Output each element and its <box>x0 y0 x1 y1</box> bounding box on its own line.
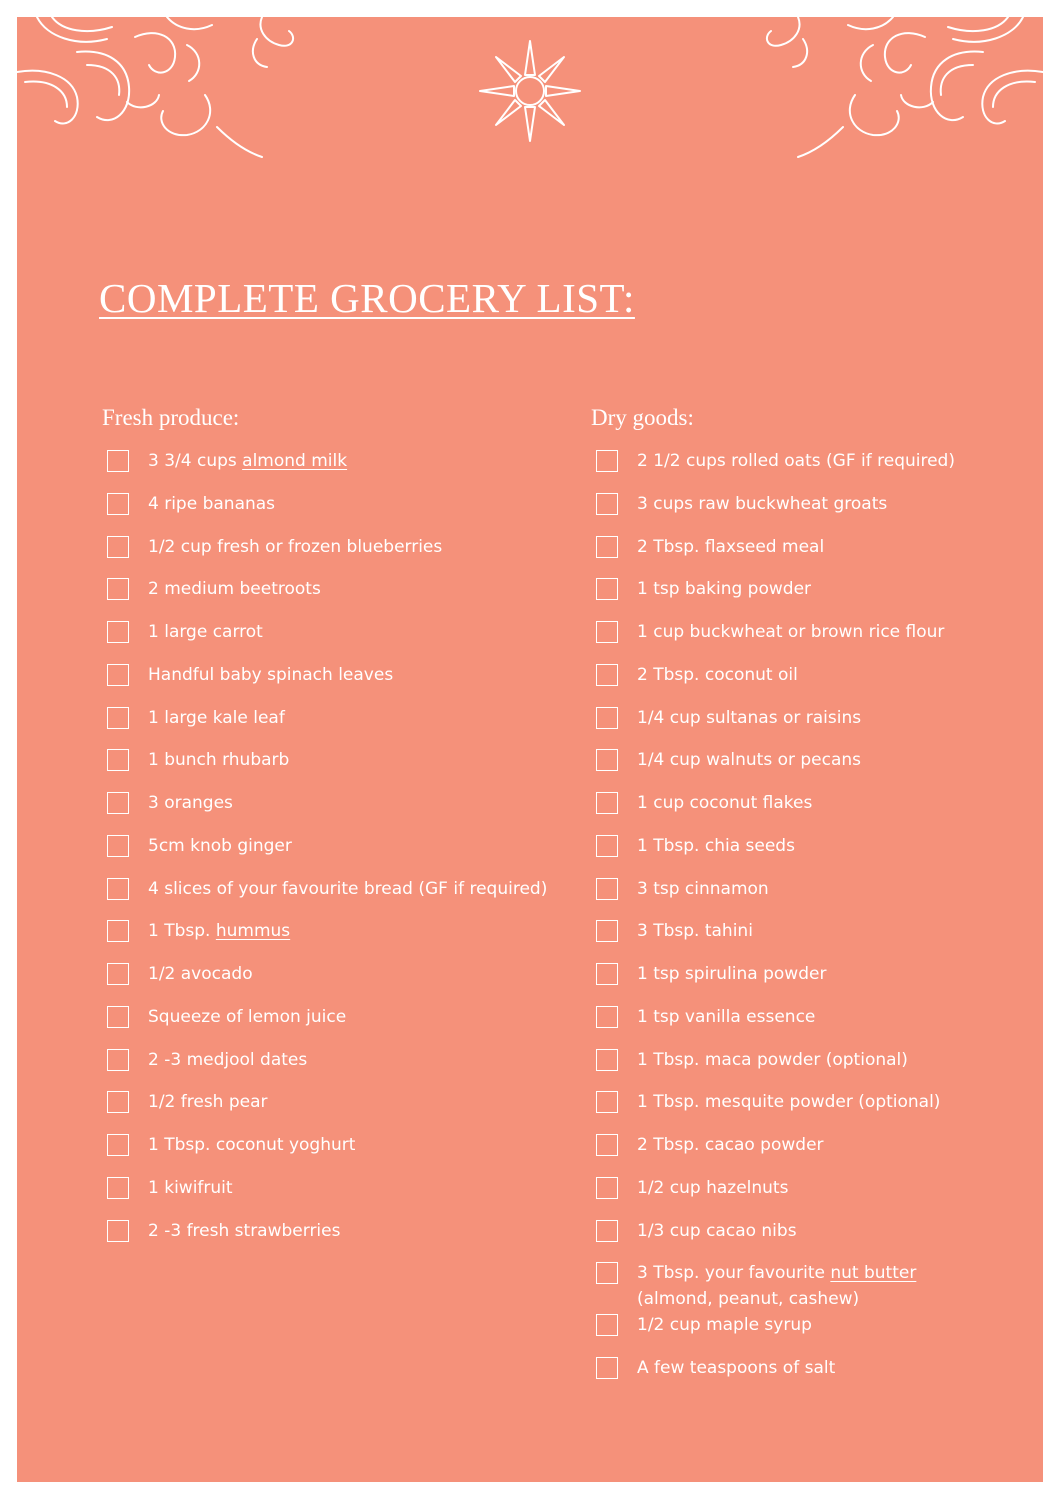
item-label <box>637 747 1031 773</box>
checkbox[interactable] <box>107 835 129 857</box>
list-item <box>591 1047 1031 1090</box>
item-text: 1 cup coconut flakes <box>637 793 813 813</box>
item-label <box>148 576 572 602</box>
list-item <box>102 790 572 833</box>
item-text: 1 large carrot <box>148 622 263 642</box>
item-text: 1/2 cup fresh or frozen blueberries <box>148 536 443 557</box>
list-item <box>102 833 572 876</box>
checkbox[interactable] <box>107 536 129 558</box>
checkbox[interactable] <box>107 578 129 600</box>
fresh-produce-heading: Fresh produce: <box>102 405 240 430</box>
checkbox[interactable] <box>107 792 129 814</box>
checkbox[interactable] <box>107 1134 129 1156</box>
item-label <box>637 1089 1031 1115</box>
item-text: A few teaspoons of salt <box>637 1358 836 1378</box>
item-text: 1 bunch rhubarb <box>148 750 290 771</box>
item-label <box>148 790 572 816</box>
item-label <box>637 534 1031 560</box>
checkbox[interactable] <box>596 878 618 900</box>
checkbox[interactable] <box>596 1220 618 1242</box>
dry-goods-heading: Dry goods: <box>591 405 694 430</box>
list-item <box>591 790 1031 833</box>
item-text: 1/4 cup sultanas or raisins <box>637 707 862 728</box>
checkbox[interactable] <box>596 749 618 771</box>
list-item <box>102 1004 572 1047</box>
checkbox[interactable] <box>596 1049 618 1071</box>
item-text: 1 kiwifruit <box>148 1177 233 1198</box>
list-item <box>102 1218 572 1261</box>
item-text: Handful baby spinach leaves <box>148 664 394 685</box>
list-item <box>591 1132 1031 1175</box>
item-text: 1/4 cup walnuts or pecans <box>637 750 862 771</box>
item-text: 1/3 cup cacao nibs <box>637 1220 797 1241</box>
item-label <box>148 662 572 688</box>
item-text: 1/2 cup maple syrup <box>637 1315 812 1336</box>
list-item <box>102 1047 572 1090</box>
item-text: 4 slices of your favourite bread (GF if required) <box>148 878 548 899</box>
item-text: 1 Tbsp. chia seeds <box>637 835 795 856</box>
item-label <box>148 1004 572 1030</box>
item-text: 1 Tbsp. <box>148 921 216 942</box>
fresh-produce-list <box>102 448 572 1260</box>
item-text: 3 Tbsp. your favourite <box>637 1263 831 1284</box>
checkbox[interactable] <box>596 1134 618 1156</box>
checkbox[interactable] <box>107 1091 129 1113</box>
checkbox[interactable] <box>107 878 129 900</box>
checkbox[interactable] <box>107 749 129 771</box>
item-text-continued: (almond, peanut, cashew) <box>637 1289 860 1310</box>
item-label <box>637 918 1031 944</box>
item-text: 1 tsp vanilla essence <box>637 1006 816 1027</box>
item-label <box>637 619 1031 645</box>
item-label <box>148 876 572 902</box>
item-label <box>148 918 572 944</box>
checkbox[interactable] <box>596 1314 618 1336</box>
list-item <box>591 491 1031 534</box>
sun-icon <box>478 39 582 143</box>
checkbox[interactable] <box>596 536 618 558</box>
item-text: 2 Tbsp. flaxseed meal <box>637 536 825 557</box>
item-text: 1/2 fresh pear <box>148 1092 268 1113</box>
checkbox[interactable] <box>107 963 129 985</box>
item-link[interactable]: hummus <box>215 921 291 942</box>
list-item <box>591 833 1031 876</box>
item-text: Squeeze of lemon juice <box>148 1006 347 1027</box>
item-label <box>148 619 572 645</box>
item-label <box>148 534 572 560</box>
item-label <box>637 1047 1031 1073</box>
item-text: 1 large kale leaf <box>148 707 285 728</box>
list-item <box>591 1312 1031 1355</box>
checkbox[interactable] <box>596 792 618 814</box>
item-text: 1/2 avocado <box>148 964 253 984</box>
item-label <box>637 790 1031 816</box>
checkbox[interactable] <box>596 621 618 643</box>
item-text: 3 Tbsp. tahini <box>637 921 753 942</box>
fresh-produce-section <box>102 402 572 1260</box>
checkbox[interactable] <box>107 1049 129 1071</box>
checkbox[interactable] <box>596 1006 618 1028</box>
item-label <box>637 1218 1031 1244</box>
list-item <box>591 534 1031 577</box>
flourish-left-ornament <box>17 17 317 167</box>
item-label <box>637 833 1031 859</box>
item-label <box>148 747 572 773</box>
list-item <box>591 747 1031 790</box>
item-label <box>637 491 1031 517</box>
item-label <box>148 1218 572 1244</box>
checkbox[interactable] <box>596 963 618 985</box>
list-item <box>102 491 572 534</box>
list-item <box>591 448 1031 491</box>
list-item <box>591 961 1031 1004</box>
checkbox[interactable] <box>596 493 618 515</box>
item-label <box>637 1175 1031 1201</box>
dry-goods-section <box>591 402 1031 1398</box>
item-label <box>637 1355 1031 1381</box>
item-label <box>148 1089 572 1115</box>
item-label <box>148 448 572 474</box>
item-label <box>637 1260 1031 1312</box>
item-text: 1 cup buckwheat or brown rice flour <box>637 622 945 642</box>
checkbox[interactable] <box>107 920 129 942</box>
item-label <box>637 876 1031 902</box>
item-link[interactable]: almond milk <box>242 451 348 471</box>
checkbox[interactable] <box>596 1262 618 1284</box>
item-text: 3 tsp cinnamon <box>637 878 769 899</box>
item-text: 3 3/4 cups <box>148 451 243 471</box>
list-item <box>102 961 572 1004</box>
list-item <box>591 1175 1031 1218</box>
item-text: 4 ripe bananas <box>148 493 276 514</box>
item-label <box>148 1132 572 1158</box>
item-text: 2 1/2 cups rolled oats (GF if required) <box>637 451 955 471</box>
item-text: 2 medium beetroots <box>148 579 321 600</box>
list-item <box>102 1089 572 1132</box>
list-item <box>591 662 1031 705</box>
list-item <box>102 662 572 705</box>
item-text: 1 Tbsp. mesquite powder (optional) <box>637 1092 941 1113</box>
list-item <box>102 1132 572 1175</box>
list-item <box>102 876 572 919</box>
item-text: 2 Tbsp. cacao powder <box>637 1135 824 1155</box>
item-text: 1 tsp spirulina powder <box>637 964 827 984</box>
checkbox[interactable] <box>107 664 129 686</box>
checkbox[interactable] <box>596 578 618 600</box>
list-item <box>591 876 1031 919</box>
checkbox[interactable] <box>107 493 129 515</box>
checkbox[interactable] <box>596 1091 618 1113</box>
item-label <box>148 1047 572 1073</box>
item-text: 5cm knob ginger <box>148 835 292 856</box>
list-item <box>591 705 1031 748</box>
item-label <box>637 576 1031 602</box>
checkbox[interactable] <box>596 450 618 472</box>
grocery-list-page <box>17 17 1043 1482</box>
dry-goods-list <box>591 448 1031 1398</box>
item-label <box>637 448 1031 474</box>
item-label <box>148 961 572 987</box>
item-text: 3 cups raw buckwheat groats <box>637 493 888 514</box>
item-text: 1 tsp baking powder <box>637 579 812 600</box>
item-label <box>148 705 572 731</box>
item-label <box>148 833 572 859</box>
list-item <box>102 747 572 790</box>
list-item <box>591 1004 1031 1047</box>
item-text: 2 Tbsp. coconut oil <box>637 664 798 685</box>
flourish-right-ornament <box>743 17 1043 167</box>
checkbox[interactable] <box>107 1006 129 1028</box>
item-text: 1 Tbsp. maca powder (optional) <box>637 1049 908 1070</box>
list-item <box>591 576 1031 619</box>
item-label <box>637 1004 1031 1030</box>
checkbox[interactable] <box>596 664 618 686</box>
item-label <box>637 961 1031 987</box>
checkbox[interactable] <box>107 450 129 472</box>
list-item <box>102 705 572 748</box>
item-label <box>637 662 1031 688</box>
checkbox[interactable] <box>596 1177 618 1199</box>
item-label <box>148 491 572 517</box>
item-label <box>637 705 1031 731</box>
item-label <box>148 1175 572 1201</box>
checkbox[interactable] <box>107 707 129 729</box>
item-text: 2 -3 medjool dates <box>148 1049 308 1070</box>
checkbox[interactable] <box>107 1177 129 1199</box>
checkbox[interactable] <box>107 1220 129 1242</box>
checkbox[interactable] <box>596 707 618 729</box>
item-text: 3 oranges <box>148 793 233 813</box>
checkbox[interactable] <box>596 835 618 857</box>
item-label <box>637 1312 1031 1338</box>
list-item <box>102 576 572 619</box>
list-item <box>591 1089 1031 1132</box>
item-label <box>637 1132 1031 1158</box>
list-item <box>102 619 572 662</box>
list-item <box>102 918 572 961</box>
page-title: COMPLETE GROCERY LIST: <box>99 275 635 321</box>
item-text: 1/2 cup hazelnuts <box>637 1177 789 1198</box>
checkbox[interactable] <box>107 621 129 643</box>
list-item <box>591 918 1031 961</box>
item-text: 2 -3 fresh strawberries <box>148 1220 341 1241</box>
list-item <box>591 1260 1031 1312</box>
list-item <box>591 1218 1031 1261</box>
checkbox[interactable] <box>596 920 618 942</box>
list-item <box>591 619 1031 662</box>
list-item <box>102 448 572 491</box>
item-link[interactable]: nut butter <box>830 1263 917 1284</box>
list-item <box>102 1175 572 1218</box>
checkbox[interactable] <box>596 1357 618 1379</box>
list-item <box>102 534 572 577</box>
item-text: 1 Tbsp. coconut yoghurt <box>148 1135 356 1155</box>
list-item <box>591 1355 1031 1398</box>
